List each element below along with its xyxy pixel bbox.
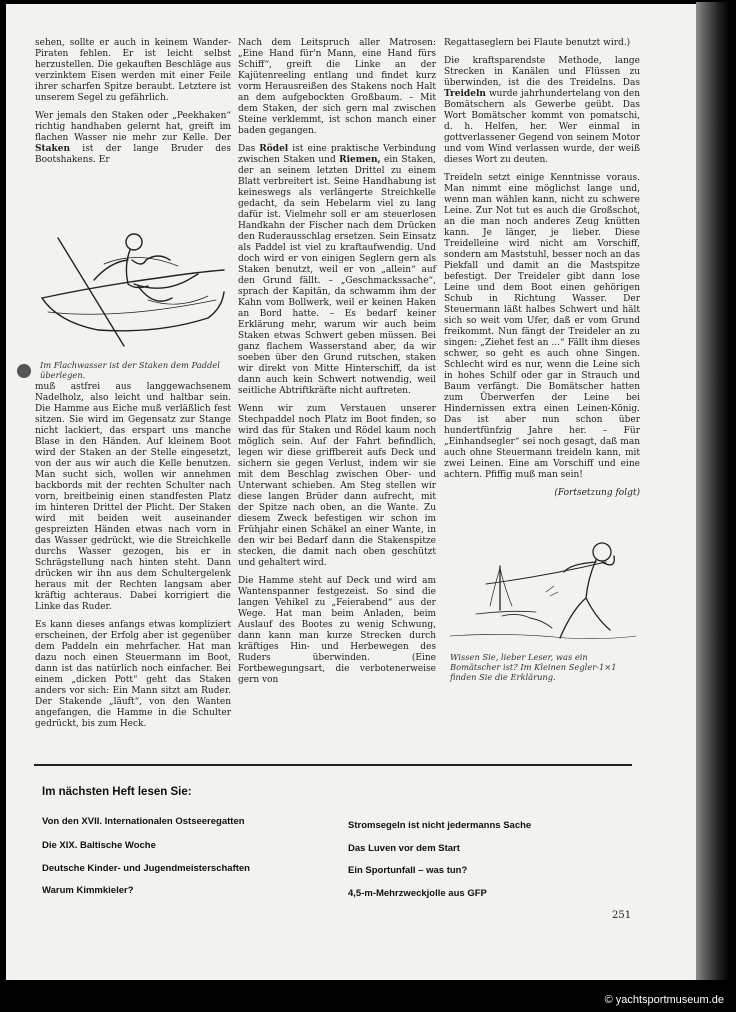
horizontal-rule — [34, 764, 632, 766]
text: ein Staken, der an seinem letzten Drittel zu einem Blatt verbreitert ist. Seine Handhabung ist keineswegs als verlängerte Streichkelle gedacht, da sein Hebelarm viel zu lang dafür ist. Vielmehr soll er am steuerlosen Handkahn der Fischer nach dem Drücken den Ruderausschlag ersetzen. Sein Einsatz als Paddel ist viel zu kraftaufwendig. Und doch wird er von einigen Seglern gern als Staken benutzt, weil er von „allein“ auf den Grund fällt. – „Geschmackssache“, sprach der Kapitän, da schwamm ihm der Kahn vom Bollwerk, weil er keinen Haken an Bord hatte. – Es bedarf keiner Erklärung mehr, warum wir auch beim Staken etwas Schwert geben müssen. Bei ganz flachem Wasserstand aber, da wir soeben über den Grund rutschen, staken wir direkt von Mitte Hinterschiff, da ist dann auch kein Schwert notwendig, weil seitliche Abtriftkräfte nicht auftreten. — [238, 155, 437, 396]
column-1 — [35, 38, 231, 173]
next-issue-item: Von den XVII. Internationalen Ostseeregatten — [42, 816, 245, 827]
illustration-towing-man — [446, 532, 640, 648]
page-hole — [17, 364, 31, 378]
paragraph: Es kann dieses anfangs etwas kompliziert erscheinen, der Erfolg aber ist gegenüber dem Paddeln ein mehrfacher. Hat man dazu noch einen Steuermann im Boot, dann ist das natürlich noch einfacher. Bei einem „dicken Pott“ geht das Staken anders vor sich: Ein Mann sitzt am Ruder. Der Stakende „läuft“, von den Wanten angefangen, die Hamme in die Schulter gedrückt, bis zum Heck. — [35, 620, 231, 729]
paragraph: Treideln setzt einige Kenntnisse voraus. Man nimmt eine möglichst lange und, wenn man wählen kann, nicht zu schwere Leine. Zur Not tut es auch die Großschot, an die man noch anderes Zeug knütten kann. Je länger, je lieber. Diese Treidelleine wird nicht am Vorschiff, sondern am Maststuhl, besser noch an das Piekfall und damit an die Mastspitze befestigt. Der Treideler gibt dann lose Leine und dem Boot einen gehörigen Schub in Richtung Wasser. Der Steuermann läßt halbes Schwert und hält sich so weit vom Ufer, daß er vom Grund freikommt. Nun fängt der Treideler an zu singen: „Ziehet fest an ...“ Fällt ihm dieses schwer, so geht es auch ohne Singen. Schlecht wird es nur, wenn die Leine sich in hohes Schilf oder gar in Strauch und Baum verfängt. Die Bomätscher hatten zum Überwerfen der Leine bei Hindernissen extra einen Leinen-König. Das ist aber nun schon über hundertfünfzig Jahre her. – Für „Einhandsegler“ sei noch gesagt, daß man auch ohne Steuermann treideln kann, mit zwei Leinen. Eine am Vorschiff und eine achtern. Pfiffig muß man sein! — [444, 173, 640, 480]
text: ist eine praktische Verbindung zwischen Staken und — [238, 144, 437, 165]
paragraph: Regattaseglern bei Flaute benutzt wird.) — [444, 38, 631, 48]
watermark-credit: © yachtsportmuseum.de — [604, 994, 724, 1006]
next-issue-item: Das Luven vor dem Start — [348, 843, 460, 854]
paragraph: sehen, sollte er auch in keinem Wander-Piraten fehlen. Er ist leicht selbst herzustellen. Die gekauften Beschläge aus verzinktem Eisen werden mit einer Feile ihrer scharfen Spitze beraubt. Letztere ist unserem Segel zu gefährlich. — [35, 38, 231, 103]
paragraph: Wenn wir zum Verstauen unserer Stechpaddel noch Platz im Boot finden, so wird das für Staken und Rödel kaum noch möglich sein. Auf der Fahrt befindlich, legen wir diese griffbereit aufs Deck und sichern sie gegen Verlust, indem wir sie mit dem Beschlag zwischen Ober- und Unterwant schieben. Am Steg stellen wir diese langen Brüder dann aufrecht, mit der Spitze nach oben, an die Wante. Zu diesem Zweck befestigen wir schon im Frühjahr einen Schäkel an einer Wante, in den wir bei Bedarf dann die Stakenspitze stecken, die damit nach oben geschützt und gehaltert wird. — [238, 404, 436, 568]
paragraph: muß astfrei aus langgewachsenem Nadelholz, also leicht und haltbar sein. Die Hamme aus Eiche muß verläßlich fest sitzen. Sie wird im Gegensatz zur Stange nicht lackiert, das erspart uns manche Blase in den Händen. Auf kleinem Boot wird der Staken an der Stelle eingesetzt, von der aus wir auch die Kelle benutzen. Man sucht sich, wollen wir annehmen backbords mit der rechten Schulter nach vorn, breitbeinig einen standfesten Platz im hinteren Drittel der Plicht. Der Staken wird mit beiden weit auseinander gespreizten Händen etwas nach vorn in das Wasser gedrückt, wie die Streichkelle durchs Wasser gezogen, bis er in Schrägstellung nach hinten steht. Dann drücken wir ihn aus dem Schultergelenk heraus mit der Rechten langsam aber kräftig achteraus. Dabei korrigiert die Linke das Ruder. — [35, 382, 231, 612]
next-issue-item: Die XIX. Baltische Woche — [42, 840, 156, 851]
next-issue-item: Ein Sportunfall – was tun? — [348, 865, 468, 876]
keyword-riemen: Riemen, — [339, 155, 381, 165]
text: wurde jahrhundertelang von den Bomätschern als Gewerbe geübt. Das Wort Bomätscher kommt von pomatschi, d. h. Helfen, her. Wer einmal in gottverlassener Gegend von seinem Motor und vom Wind verlassen wurde, der weiß dieses Wort zu deuten. — [444, 89, 640, 165]
text: Das — [238, 144, 260, 154]
page-number: 251 — [612, 910, 632, 921]
paragraph — [238, 144, 436, 397]
column-2 — [238, 38, 436, 693]
illustration-staking-man — [38, 220, 234, 348]
keyword-roedel: Rödel — [259, 144, 289, 154]
paragraph: Die Hamme steht auf Deck und wird am Wantenspanner festgezeist. So sind die langen Vehikel zu „Feierabend“ aus der Wege. Hat man beim Anladen, beim Auslauf des Bootes zu wenig Schwung, dann kann man kurze Strecken durch kräftiges Hin- und Herbewegen des Ruders überwinden. (Eine Fortbewegungsart, die verbotenerweise gern von — [238, 576, 436, 685]
figure-caption-2: Wissen Sie, lieber Leser, was ein Bomätscher ist? Im Kleinen Segler-1×1 finden Sie die Erklärung. — [450, 652, 617, 682]
continued-note: (Fortsetzung folgt) — [554, 488, 640, 498]
next-issue-item: Deutsche Kinder- und Jugendmeisterschaften — [42, 863, 250, 874]
column-1-continued — [35, 382, 231, 737]
keyword-staken: Staken — [35, 144, 70, 154]
paragraph — [444, 56, 640, 166]
text: Wer jemals den Staken oder „Peekhaken“ richtig handhaben gelernt hat, greift im flachen Wasser nie mehr zur Kelle. Der — [35, 111, 231, 143]
keyword-treideln: Treideln — [444, 89, 486, 99]
magazine-page — [6, 4, 696, 980]
next-issue-item: Warum Kimmkieler? — [42, 885, 134, 896]
column-3 — [444, 38, 640, 506]
text: ist der lange Bruder des Bootshakens. Er — [35, 144, 231, 165]
paragraph — [35, 111, 231, 166]
next-issue-title: Im nächsten Heft lesen Sie: — [42, 786, 192, 798]
paragraph: Nach dem Leitspruch aller Matrosen: „Eine Hand für'n Mann, eine Hand fürs Schiff“, greift die Linke an der Kajütenreeling entlang und findet kurz vorm Herausreißen des Stakens noch Halt an dem aufgebockten Großbaum. – Mit dem Staken, der sich gern mal zwischen Steine verklemmt, ist schon manch einer baden gegangen. — [238, 38, 436, 136]
text: Die kraftsparendste Methode, lange Strecken in Kanälen und Flüssen zu überwinden, ist die des Treidelns. Das — [444, 56, 640, 88]
book-edge — [696, 2, 728, 980]
next-issue-item: 4,5-m-Mehrzweckjolle aus GFP — [348, 888, 487, 899]
figure-caption-1: Im Flachwasser ist der Staken dem Paddel überlegen. — [40, 360, 220, 380]
next-issue-item: Stromsegeln ist nicht jedermanns Sache — [348, 820, 532, 831]
